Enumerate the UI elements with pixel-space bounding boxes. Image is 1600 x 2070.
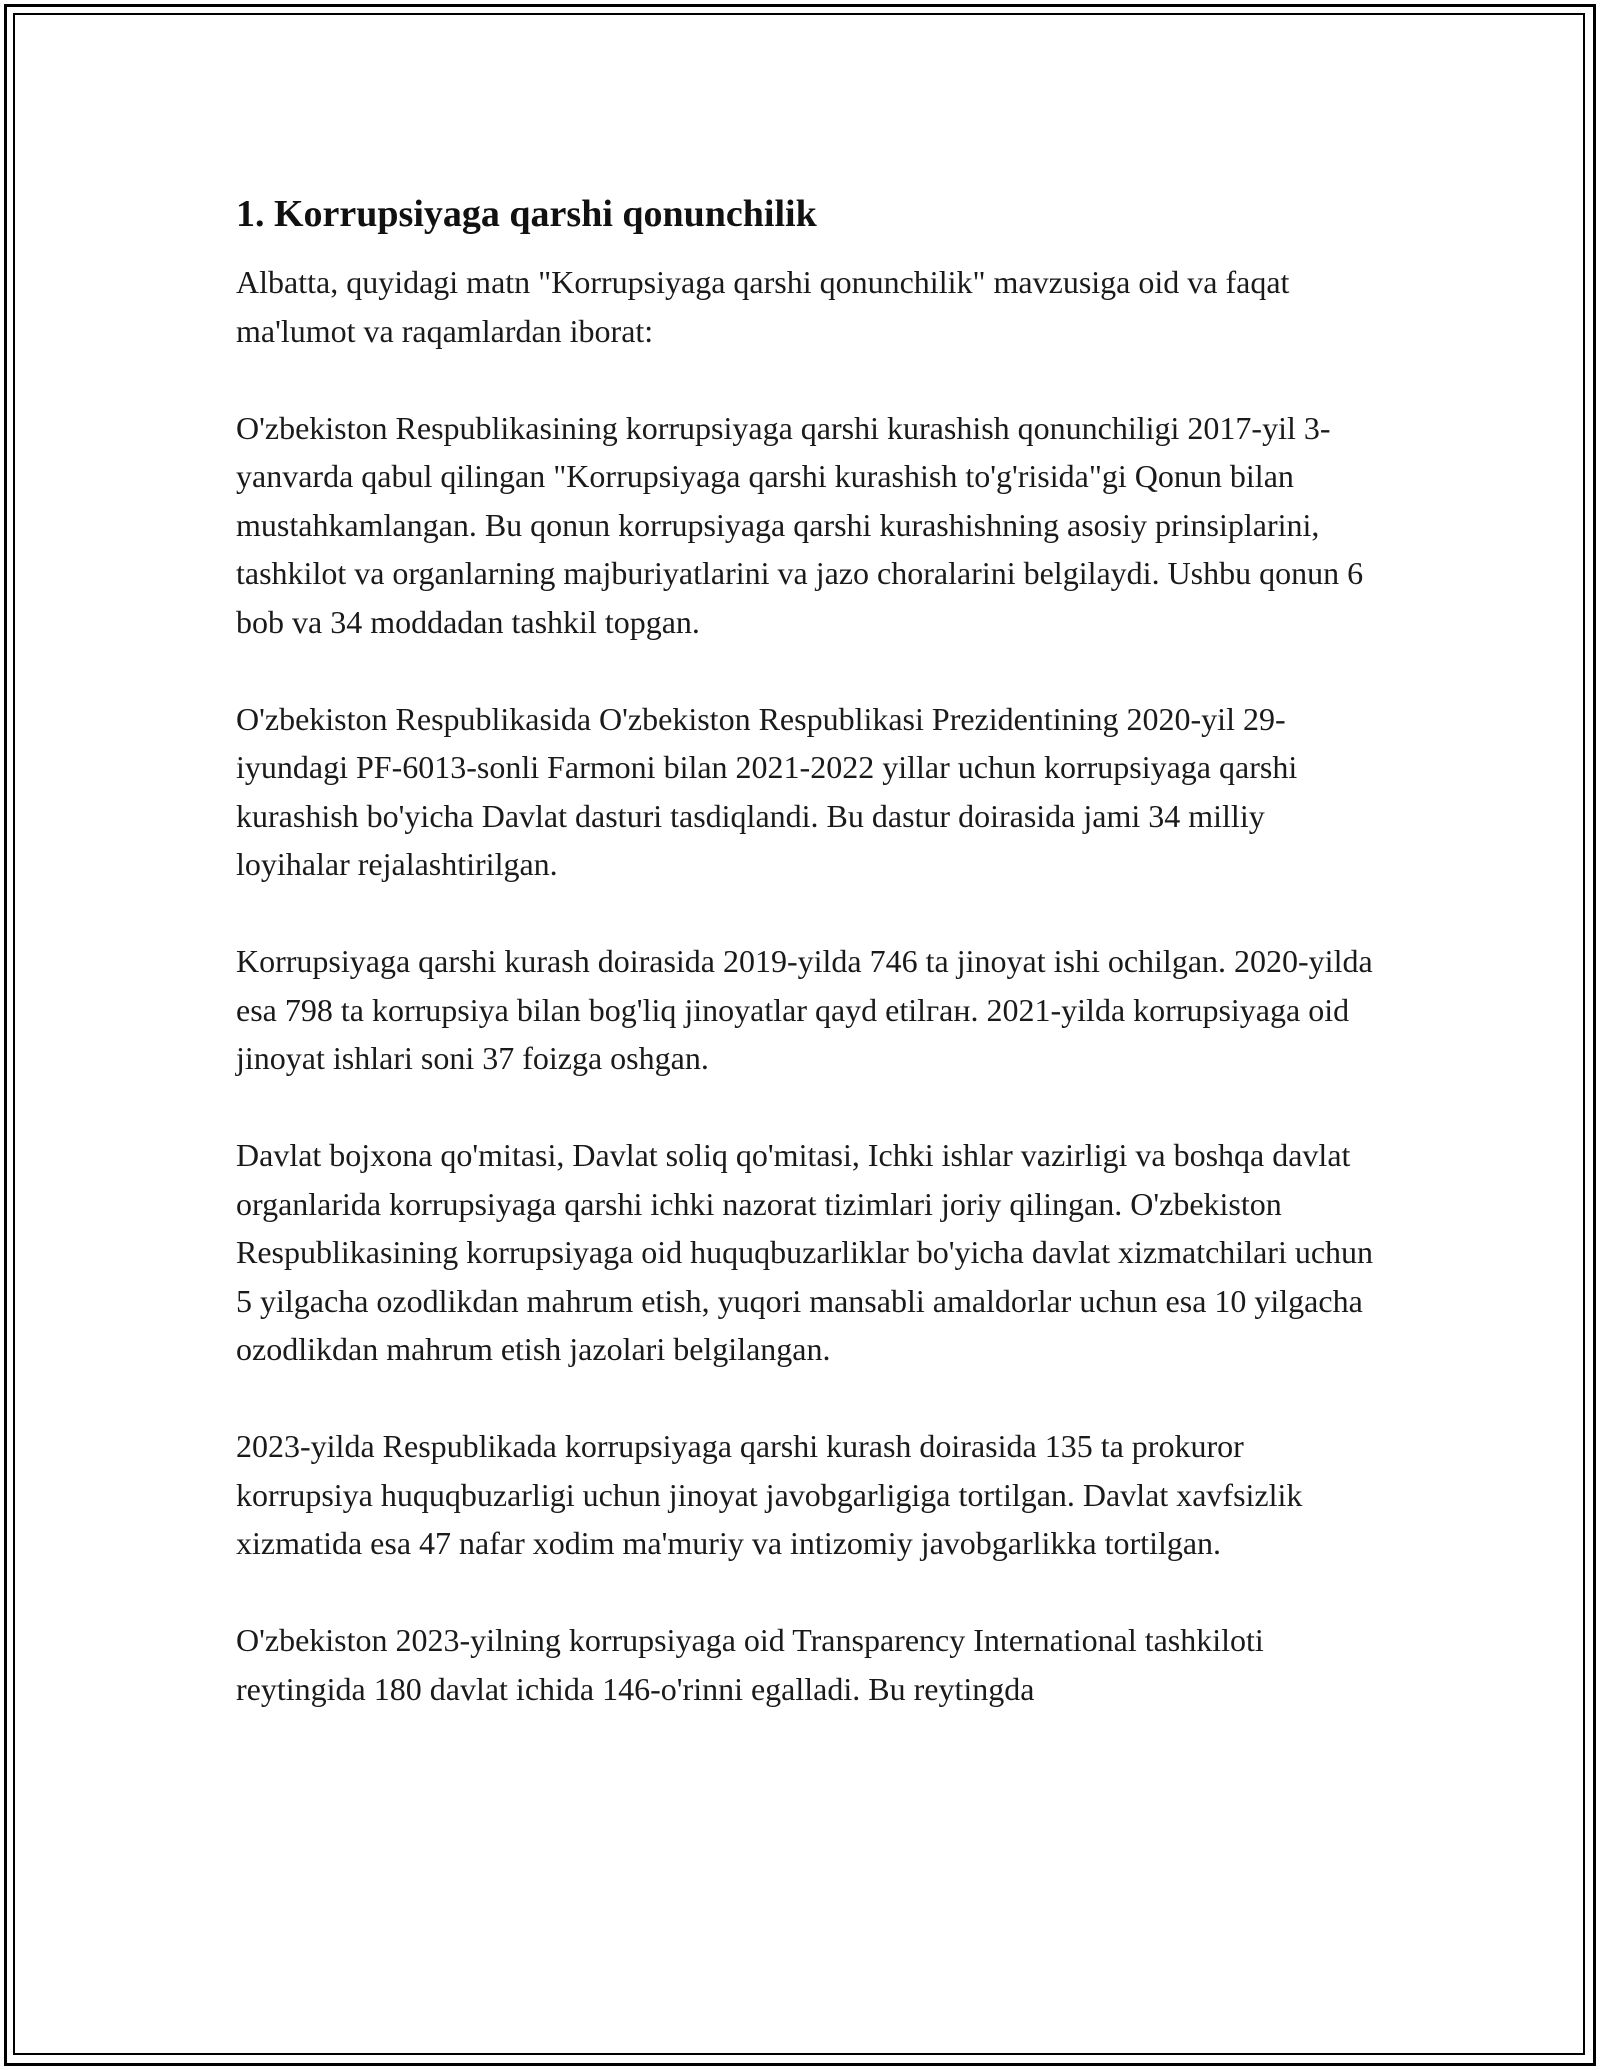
paragraph-intro: Albatta, quyidagi matn "Korrupsiyaga qarshi qonunchilik" mavzusiga oid va faqat ma'lumot va raqamlardan iborat: xyxy=(236,264,1290,349)
document-body xyxy=(236,186,1376,1762)
page-title: 1. Korrupsiyaga qarshi qonunchilik xyxy=(236,193,817,235)
paragraph-state-program: O'zbekiston Respublikasida O'zbekiston Respublikasi Prezidentining 2020-yil 29-iyundagi PF-6013-sonli Farmoni bilan 2021-2022 yillar uchun korrupsiyaga qarshi kurashish bo'yicha Davlat dasturi tasdiqlandi. Bu dastur doirasida jami 34 milliy loyihalar rejalashtirilgan. xyxy=(236,700,1298,882)
paragraph-law-2017: O'zbekiston Respublikasining korrupsiyaga qarshi kurashish qonunchiligi 2017-yil 3-yanvarda qabul qilingan "Korrupsiyaga qarshi kurashish to'g'risida"gi Qonun bilan mustahkamlangan. Bu qonun korrupsiyaga qarshi kurashishning asosiy prinsiplarini, tashkilot va organlarning majburiyatlarini va jazo choralarini belgilaydi. Ushbu qonun 6 bob va 34 moddadan tashkil topgan. xyxy=(236,409,1364,640)
paragraph-criminal-cases: Korrupsiyaga qarshi kurash doirasida 2019-yilda 746 ta jinoyat ishi ochilgan. 2020-yilda esa 798 ta korrupsiya bilan bog'liq jinoyatlar qayd etilган. 2021-yilda korrupsiyaga oid jinoyat ishlari soni 37 foizga oshgan. xyxy=(236,943,1373,1076)
paragraph-transparency-ranking: O'zbekiston 2023-yilning korrupsiyaga oid Transparency International tashkiloti reytingida 180 davlat ichida 146-o'rinni egalladi. Bu reytingda xyxy=(236,1622,1264,1707)
paragraph-internal-control: Davlat bojxona qo'mitasi, Davlat soliq qo'mitasi, Ichki ishlar vazirligi va boshqa davlat organlarida korrupsiyaga qarshi ichki nazorat tizimlari joriy qilingan. O'zbekiston Respublikasining korrupsiyaga oid huquqbuzarliklar bo'yicha davlat xizmatchilari uchun 5 yilgacha ozodlikdan mahrum etish, yuqori mansabli amaldorlar uchun esa 10 yilgacha ozodlikdan mahrum etish jazolari belgilangan. xyxy=(236,1137,1374,1367)
paragraph-2023-prosecutors: 2023-yilda Respublikada korrupsiyaga qarshi kurash doirasida 135 ta prokuror korrupsiya huquqbuzarligi uchun jinoyat javobgarligiga tortilgan. Davlat xavfsizlik xizmatida esa 47 nafar xodim ma'muriy va intizomiy javobgarlikka tortilgan. xyxy=(236,1428,1303,1561)
